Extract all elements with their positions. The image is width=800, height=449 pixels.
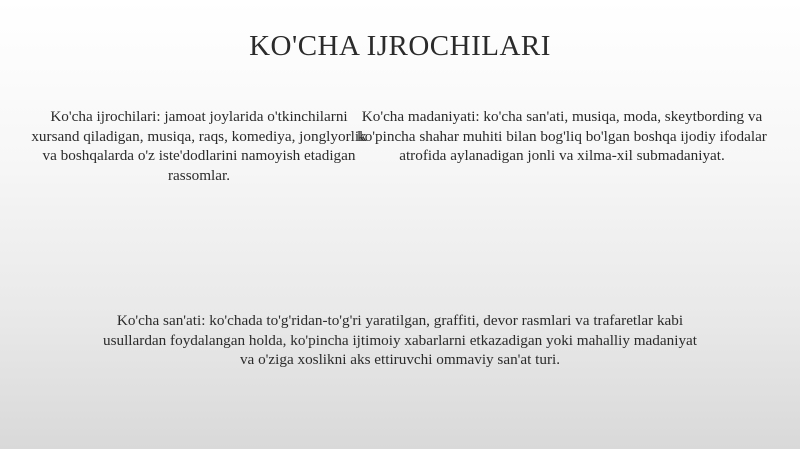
street-art-definition: Ko'cha san'ati: ko'chada to'g'ridan-to'g'ri yaratilgan, graffiti, devor rasmlari va trafaretlar kabi usullardan foydalangan holda, ko'pincha ijtimoiy xabarlarni etkazadigan yoki mahalliy madaniyat va o'ziga xoslikni aks ettiruvchi ommaviy san'at turi.: [102, 312, 698, 368]
street-culture-definition: Ko'cha madaniyati: ko'cha san'ati, musiqa, moda, skeytbording va ko'pincha shahar muhiti bilan bog'liq bo'lgan boshqa ijodiy ifodalar atrofida aylanadigan jonli va xilma-xil submadaniyat.: [357, 108, 767, 164]
slide-title: KO'CHA IJROCHILARI: [249, 30, 551, 62]
performers-definition: Ko'cha ijrochilari: jamoat joylarida o'tkinchilarni xursand qiladigan, musiqa, raqs, komediya, jonglyorlik va boshqalarda o'z iste'dodlarini namoyish etadigan rassomlar.: [31, 108, 367, 184]
